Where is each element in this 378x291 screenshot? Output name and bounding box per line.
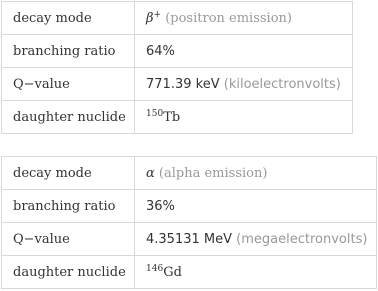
row-label: decay mode (2, 157, 135, 190)
q-value-unit-note: (kiloelectronvolts) (223, 76, 341, 92)
table-row (2, 223, 377, 256)
row-label: Q−value (2, 223, 135, 256)
table-row (2, 68, 353, 101)
row-label: daughter nuclide (2, 256, 135, 289)
row-label: decay mode (2, 2, 135, 35)
mass-number: 150 (146, 108, 164, 119)
row-label: branching ratio (2, 190, 135, 223)
decay-symbol-charge: + (153, 9, 162, 20)
row-label: Q−value (2, 68, 135, 101)
decay-mode-note: (alpha emission) (158, 165, 268, 181)
decay-symbol: α (146, 165, 155, 181)
table-row (2, 2, 353, 35)
element-symbol: Gd (163, 264, 182, 280)
q-value-number: 4.35131 (146, 231, 200, 247)
table-row (2, 256, 377, 289)
table-row (2, 157, 377, 190)
table-row (2, 190, 377, 223)
table-row (2, 101, 353, 134)
q-value-unit-note: (megaelectronvolts) (236, 231, 368, 247)
q-value-unit: keV (195, 76, 220, 92)
branching-ratio-value: 64% (135, 35, 353, 68)
element-symbol: Tb (163, 109, 181, 125)
row-label: branching ratio (2, 35, 135, 68)
q-value-unit: MeV (203, 231, 233, 247)
table-row (2, 35, 353, 68)
decay-mode-value (135, 2, 353, 35)
q-value (135, 68, 353, 101)
decay-table-2 (1, 156, 377, 289)
decay-mode-note: (positron emission) (165, 10, 292, 26)
daughter-nuclide-value (135, 256, 377, 289)
branching-ratio-value: 36% (135, 190, 377, 223)
row-label: daughter nuclide (2, 101, 135, 134)
decay-symbol: β (146, 10, 154, 26)
decay-table-1 (1, 1, 353, 134)
q-value-number: 771.39 (146, 76, 192, 92)
q-value (135, 223, 377, 256)
daughter-nuclide-value (135, 101, 353, 134)
decay-mode-value (135, 157, 377, 190)
mass-number: 146 (146, 263, 164, 274)
